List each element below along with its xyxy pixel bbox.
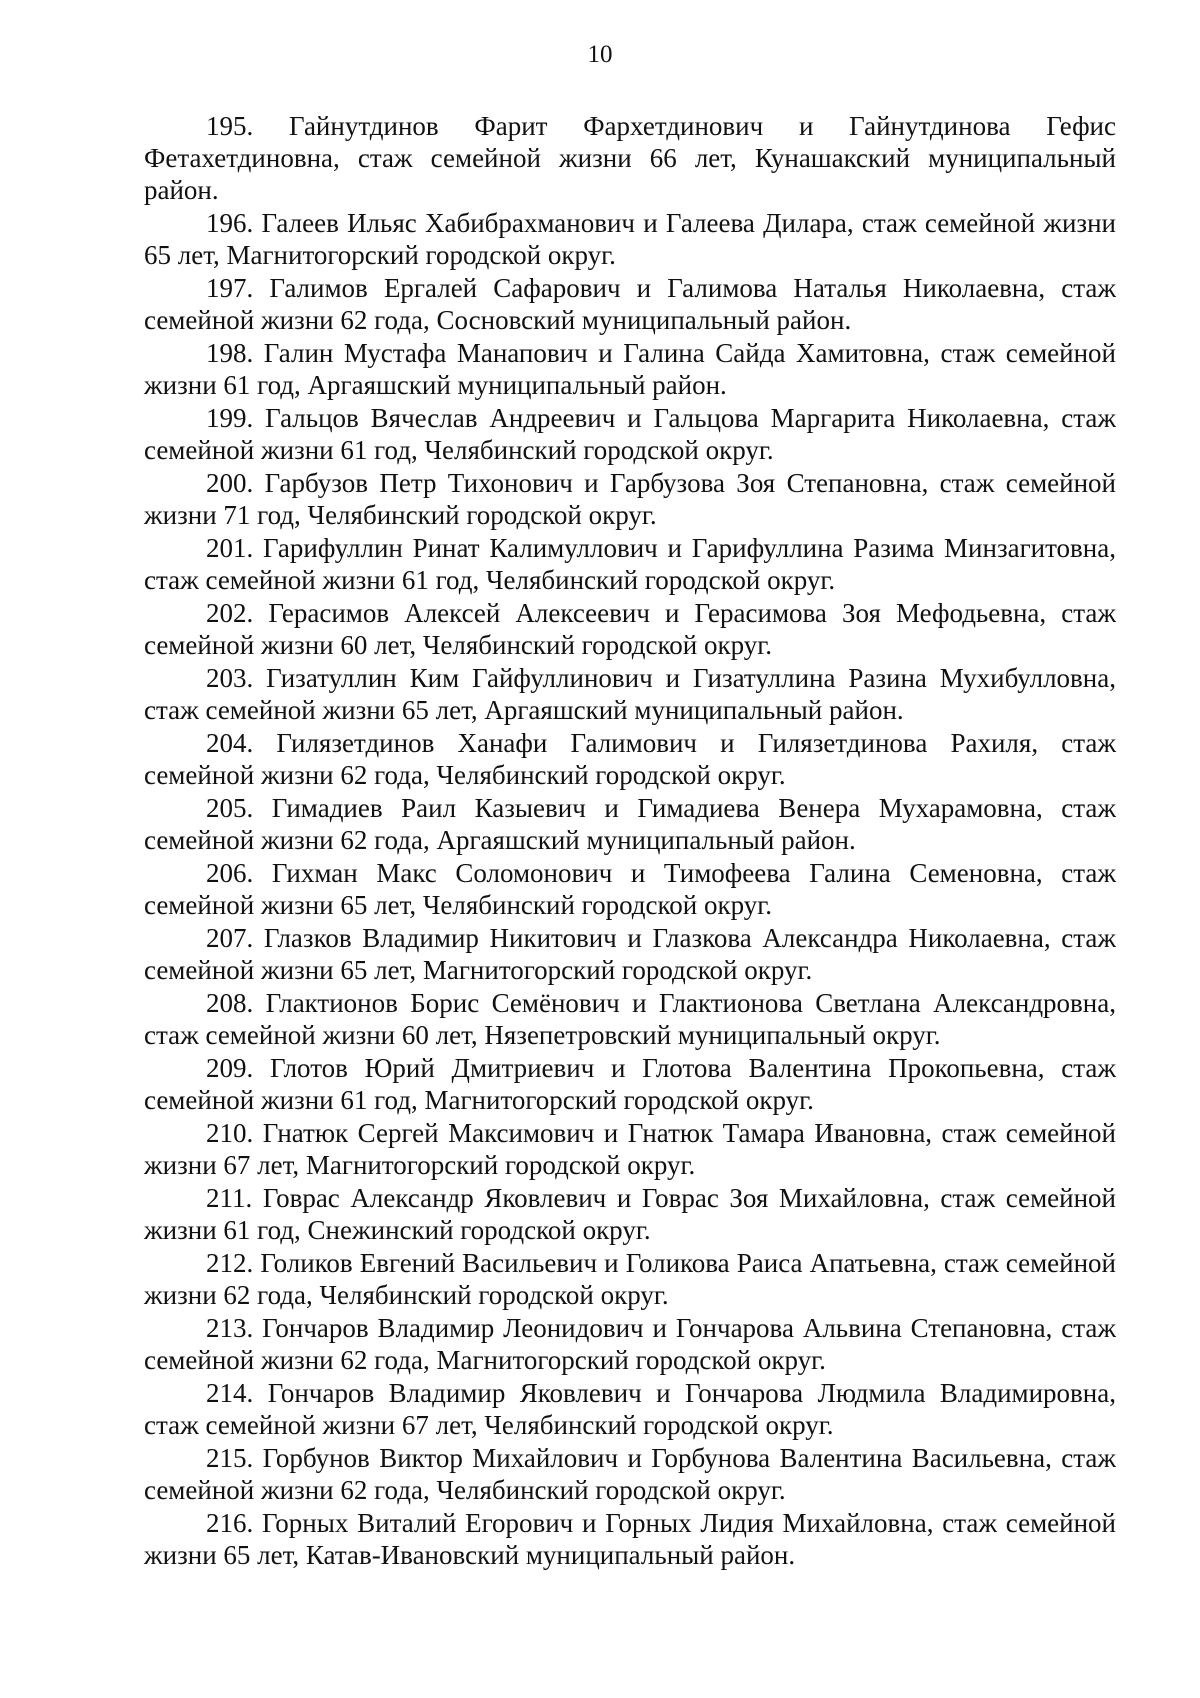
page-number: 10 <box>587 41 613 68</box>
list-item: 214. Гончаров Владимир Яковлевич и Гончарова Людмила Владимировна, стаж семейной жизни 67 лет, Челябинский городской округ. <box>144 1378 1116 1440</box>
list-item: 203. Гизатуллин Ким Гайфуллинович и Гизатуллина Разина Мухибулловна, стаж семейной жизни 65 лет, Аргаяшский муниципальный район. <box>144 663 1116 725</box>
list-item: 204. Гилязетдинов Ханафи Галимович и Гилязетдинова Рахиля, стаж семейной жизни 62 года, Челябинский городской округ. <box>144 728 1116 790</box>
list-item: 199. Гальцов Вячеслав Андреевич и Гальцова Маргарита Николаевна, стаж семейной жизни 61 год, Челябинский городской округ. <box>144 403 1116 465</box>
list-item: 196. Галеев Ильяс Хабибрахманович и Галеева Дилара, стаж семейной жизни 65 лет, Магнитогорский городской округ. <box>144 208 1116 270</box>
list-item: 202. Герасимов Алексей Алексеевич и Герасимова Зоя Мефодьевна, стаж семейной жизни 60 лет, Челябинский городской округ. <box>144 598 1116 660</box>
entries-list <box>144 110 1116 1572</box>
list-item: 208. Глактионов Борис Семёнович и Глактионова Светлана Александровна, стаж семейной жизни 60 лет, Нязепетровский муниципальный округ. <box>144 988 1116 1050</box>
list-item: 210. Гнатюк Сергей Максимович и Гнатюк Тамара Ивановна, стаж семейной жизни 67 лет, Магнитогорский городской округ. <box>144 1118 1116 1180</box>
list-item: 211. Говрас Александр Яковлевич и Говрас Зоя Михайловна, стаж семейной жизни 61 год, Снежинский городской округ. <box>144 1183 1116 1245</box>
list-item: 212. Голиков Евгений Васильевич и Голикова Раиса Апатьевна, стаж семейной жизни 62 года, Челябинский городской округ. <box>144 1248 1116 1310</box>
list-item: 209. Глотов Юрий Дмитриевич и Глотова Валентина Прокопьевна, стаж семейной жизни 61 год, Магнитогорский городской округ. <box>144 1053 1116 1115</box>
list-item: 195. Гайнутдинов Фарит Фархетдинович и Гайнутдинова Гефис Фетахетдиновна, стаж семейной жизни 66 лет, Кунашакский муниципальный район. <box>144 111 1116 205</box>
list-item: 207. Глазков Владимир Никитович и Глазкова Александра Николаевна, стаж семейной жизни 65 лет, Магнитогорский городской округ. <box>144 923 1116 985</box>
list-item: 213. Гончаров Владимир Леонидович и Гончарова Альвина Степановна, стаж семейной жизни 62 года, Магнитогорский городской округ. <box>144 1313 1116 1375</box>
list-item: 216. Горных Виталий Егорович и Горных Лидия Михайловна, стаж семейной жизни 65 лет, Катав-Ивановский муниципальный район. <box>144 1508 1116 1570</box>
list-item: 200. Гарбузов Петр Тихонович и Гарбузова Зоя Степановна, стаж семейной жизни 71 год, Челябинский городской округ. <box>144 468 1116 530</box>
list-item: 215. Горбунов Виктор Михайлович и Горбунова Валентина Васильевна, стаж семейной жизни 62 года, Челябинский городской округ. <box>144 1443 1116 1505</box>
list-item: 201. Гарифуллин Ринат Калимуллович и Гарифуллина Разима Минзагитовна, стаж семейной жизни 61 год, Челябинский городской округ. <box>144 533 1116 595</box>
list-item: 197. Галимов Ергалей Сафарович и Галимова Наталья Николаевна, стаж семейной жизни 62 года, Сосновский муниципальный район. <box>144 273 1116 335</box>
list-item: 206. Гихман Макс Соломонович и Тимофеева Галина Семеновна, стаж семейной жизни 65 лет, Челябинский городской округ. <box>144 858 1116 920</box>
list-item: 198. Галин Мустафа Манапович и Галина Сайда Хамитовна, стаж семейной жизни 61 год, Аргаяшский муниципальный район. <box>144 338 1116 400</box>
list-item: 205. Гимадиев Раил Казыевич и Гимадиева Венера Мухарамовна, стаж семейной жизни 62 года, Аргаяшский муниципальный район. <box>144 793 1116 855</box>
